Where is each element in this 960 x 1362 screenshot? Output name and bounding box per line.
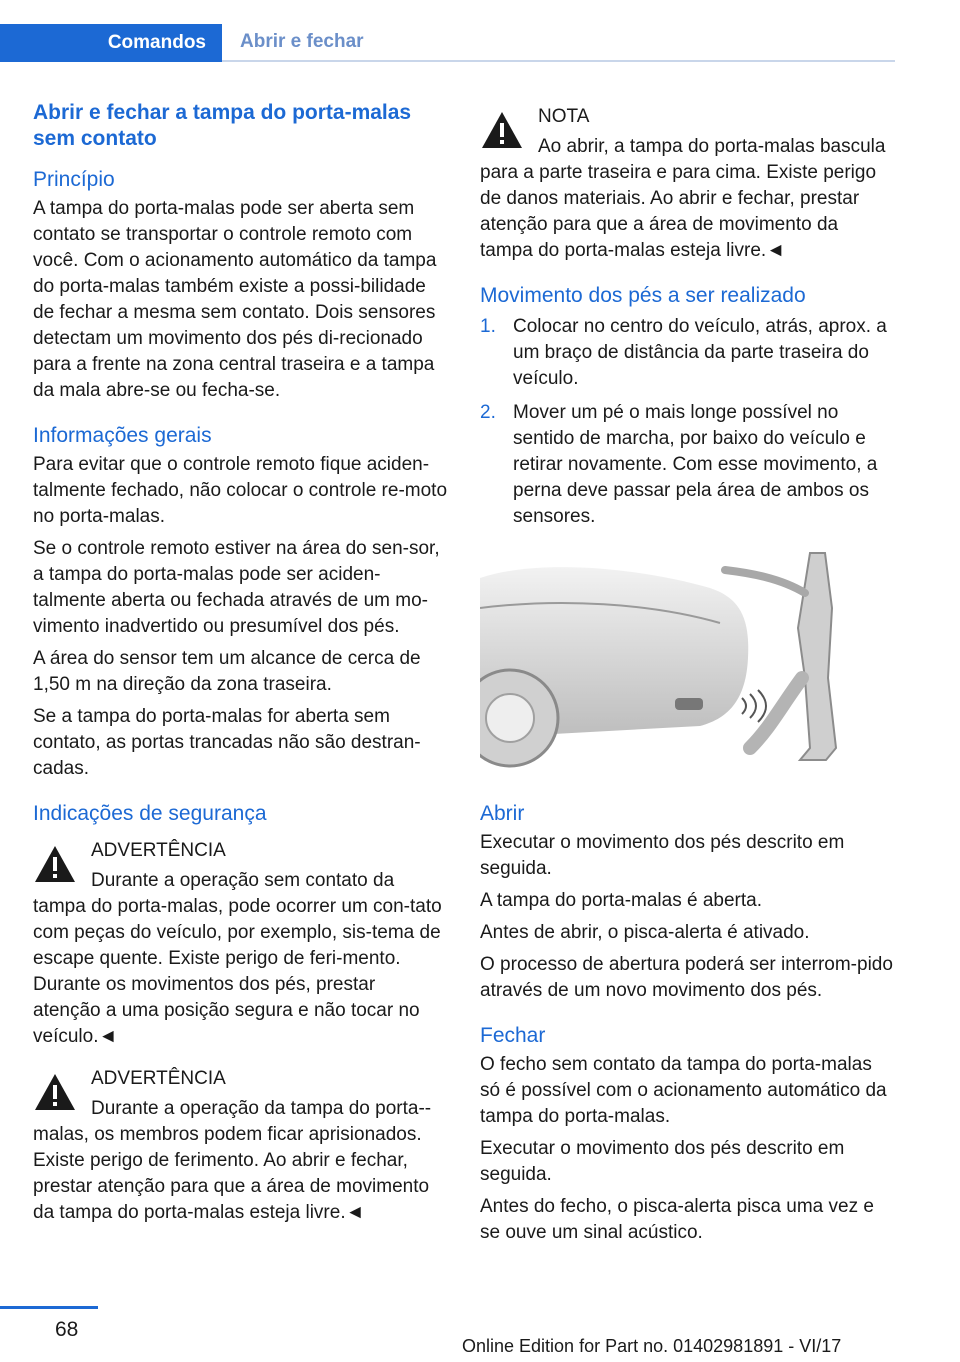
edition-text: Online Edition for Part no. 01402981891 - VI/17 <box>462 1336 842 1356</box>
page-number: 68 <box>55 1318 79 1341</box>
note-block <box>480 104 895 264</box>
steps-list <box>480 314 895 530</box>
fechar-heading: Fechar <box>480 1024 546 1047</box>
abrir-paragraph-1: Executar o movimento dos pés descrito em seguida. <box>480 832 845 879</box>
abrir-heading: Abrir <box>480 802 525 825</box>
step-text: Colocar no centro do veículo, atrás, aprox. a um braço de distância da parte traseira do veículo. <box>513 316 887 389</box>
footer-rule <box>0 1306 98 1309</box>
list-item <box>480 314 895 392</box>
note-title: NOTA <box>538 106 590 127</box>
abrir-paragraph-2: A tampa do porta-malas é aberta. <box>480 890 762 911</box>
tab-comandos[interactable]: Comandos <box>0 24 222 62</box>
warning-text: Durante a operação sem contato da tampa do porta-malas, pode ocorrer um con-tato com peças do veículo, por exemplo, sis-tema de escape quente. Existe perigo de feri-mento. Durante os movimentos dos pés, prestar atenção a uma posição segura e não tocar no veículo.◄ <box>33 870 442 1047</box>
fechar-paragraph-1: O fecho sem contato da tampa do porta-malas só é possível com o acionamento automático da tampa do porta-malas. <box>480 1054 887 1127</box>
info-paragraph-2: Se o controle remoto estiver na área do sen-sor, a tampa do porta-malas pode ser aciden-talmente aberta ou fechada através de um mo-vimento inadvertido ou presumível dos pés. <box>33 538 440 637</box>
movement-heading: Movimento dos pés a ser realizado <box>480 284 806 307</box>
info-heading: Informações gerais <box>33 424 212 447</box>
list-item <box>480 400 895 530</box>
header-tabs <box>0 24 895 62</box>
fechar-paragraph-2: Executar o movimento dos pés descrito em seguida. <box>480 1138 845 1185</box>
right-column <box>480 100 895 1252</box>
warning-block-2 <box>33 1066 448 1226</box>
step-number: 2. <box>480 402 496 423</box>
step-text: Mover um pé o mais longe possível no sentido de marcha, por baixo do veículo e retirar novamente. Com esse movimento, a perna deve passar pela área de ambos os sensores. <box>513 402 878 527</box>
fechar-paragraph-3: Antes do fecho, o pisca-alerta pisca uma vez e se ouve um sinal acústico. <box>480 1196 874 1243</box>
left-column <box>33 100 448 1234</box>
section-title: Abrir e fechar a tampa do porta-malas sem contato <box>33 101 412 150</box>
warning-title: ADVERTÊNCIA <box>91 840 226 861</box>
warning-title: ADVERTÊNCIA <box>91 1068 226 1089</box>
principio-text: A tampa do porta-malas pode ser aberta sem contato se transportar o controle remoto com você. Com o acionamento automático da tampa do porta-malas também existe a possi-bilidade de fechar a mesma sem contato. Dois sensores detectam um movimento dos pés di-recionado para a frente na zona central traseira e a tampa da mala abre-se ou fecha-se. <box>33 198 437 401</box>
step-number: 1. <box>480 316 496 337</box>
abrir-paragraph-3: Antes de abrir, o pisca-alerta é ativado. <box>480 922 810 943</box>
abrir-paragraph-4: O processo de abertura poderá ser interrom-pido através de um novo movimento dos pés. <box>480 954 893 1001</box>
info-paragraph-4: Se a tampa do porta-malas for aberta sem contato, as portas trancadas não são destran-cadas. <box>33 706 421 779</box>
safety-heading: Indicações de segurança <box>33 802 267 825</box>
foot-gesture-illustration <box>480 548 840 770</box>
note-text: Ao abrir, a tampa do porta-malas bascula para a parte traseira e para cima. Existe perigo de danos materiais. Ao abrir e fechar, prestar atenção para que a área de movimento da tampa do porta-malas esteja livre.◄ <box>480 136 886 261</box>
warning-text: Durante a operação da tampa do porta--malas, os membros podem ficar aprisionados. Existe perigo de ferimento. Ao abrir e fechar, prestar atenção para que a área de movimento da tampa do porta-malas esteja livre.◄ <box>33 1098 432 1223</box>
tab-abrir-e-fechar[interactable]: Abrir e fechar <box>222 24 895 62</box>
principio-heading: Princípio <box>33 168 115 191</box>
warning-triangle-icon <box>33 844 77 884</box>
warning-triangle-icon <box>480 110 524 150</box>
info-paragraph-1: Para evitar que o controle remoto fique aciden-talmente fechado, não colocar o controle re-moto no porta-malas. <box>33 454 448 527</box>
warning-block-1 <box>33 838 448 1050</box>
info-paragraph-3: A área do sensor tem um alcance de cerca de 1,50 m na direção da zona traseira. <box>33 648 421 695</box>
warning-triangle-icon <box>33 1072 77 1112</box>
